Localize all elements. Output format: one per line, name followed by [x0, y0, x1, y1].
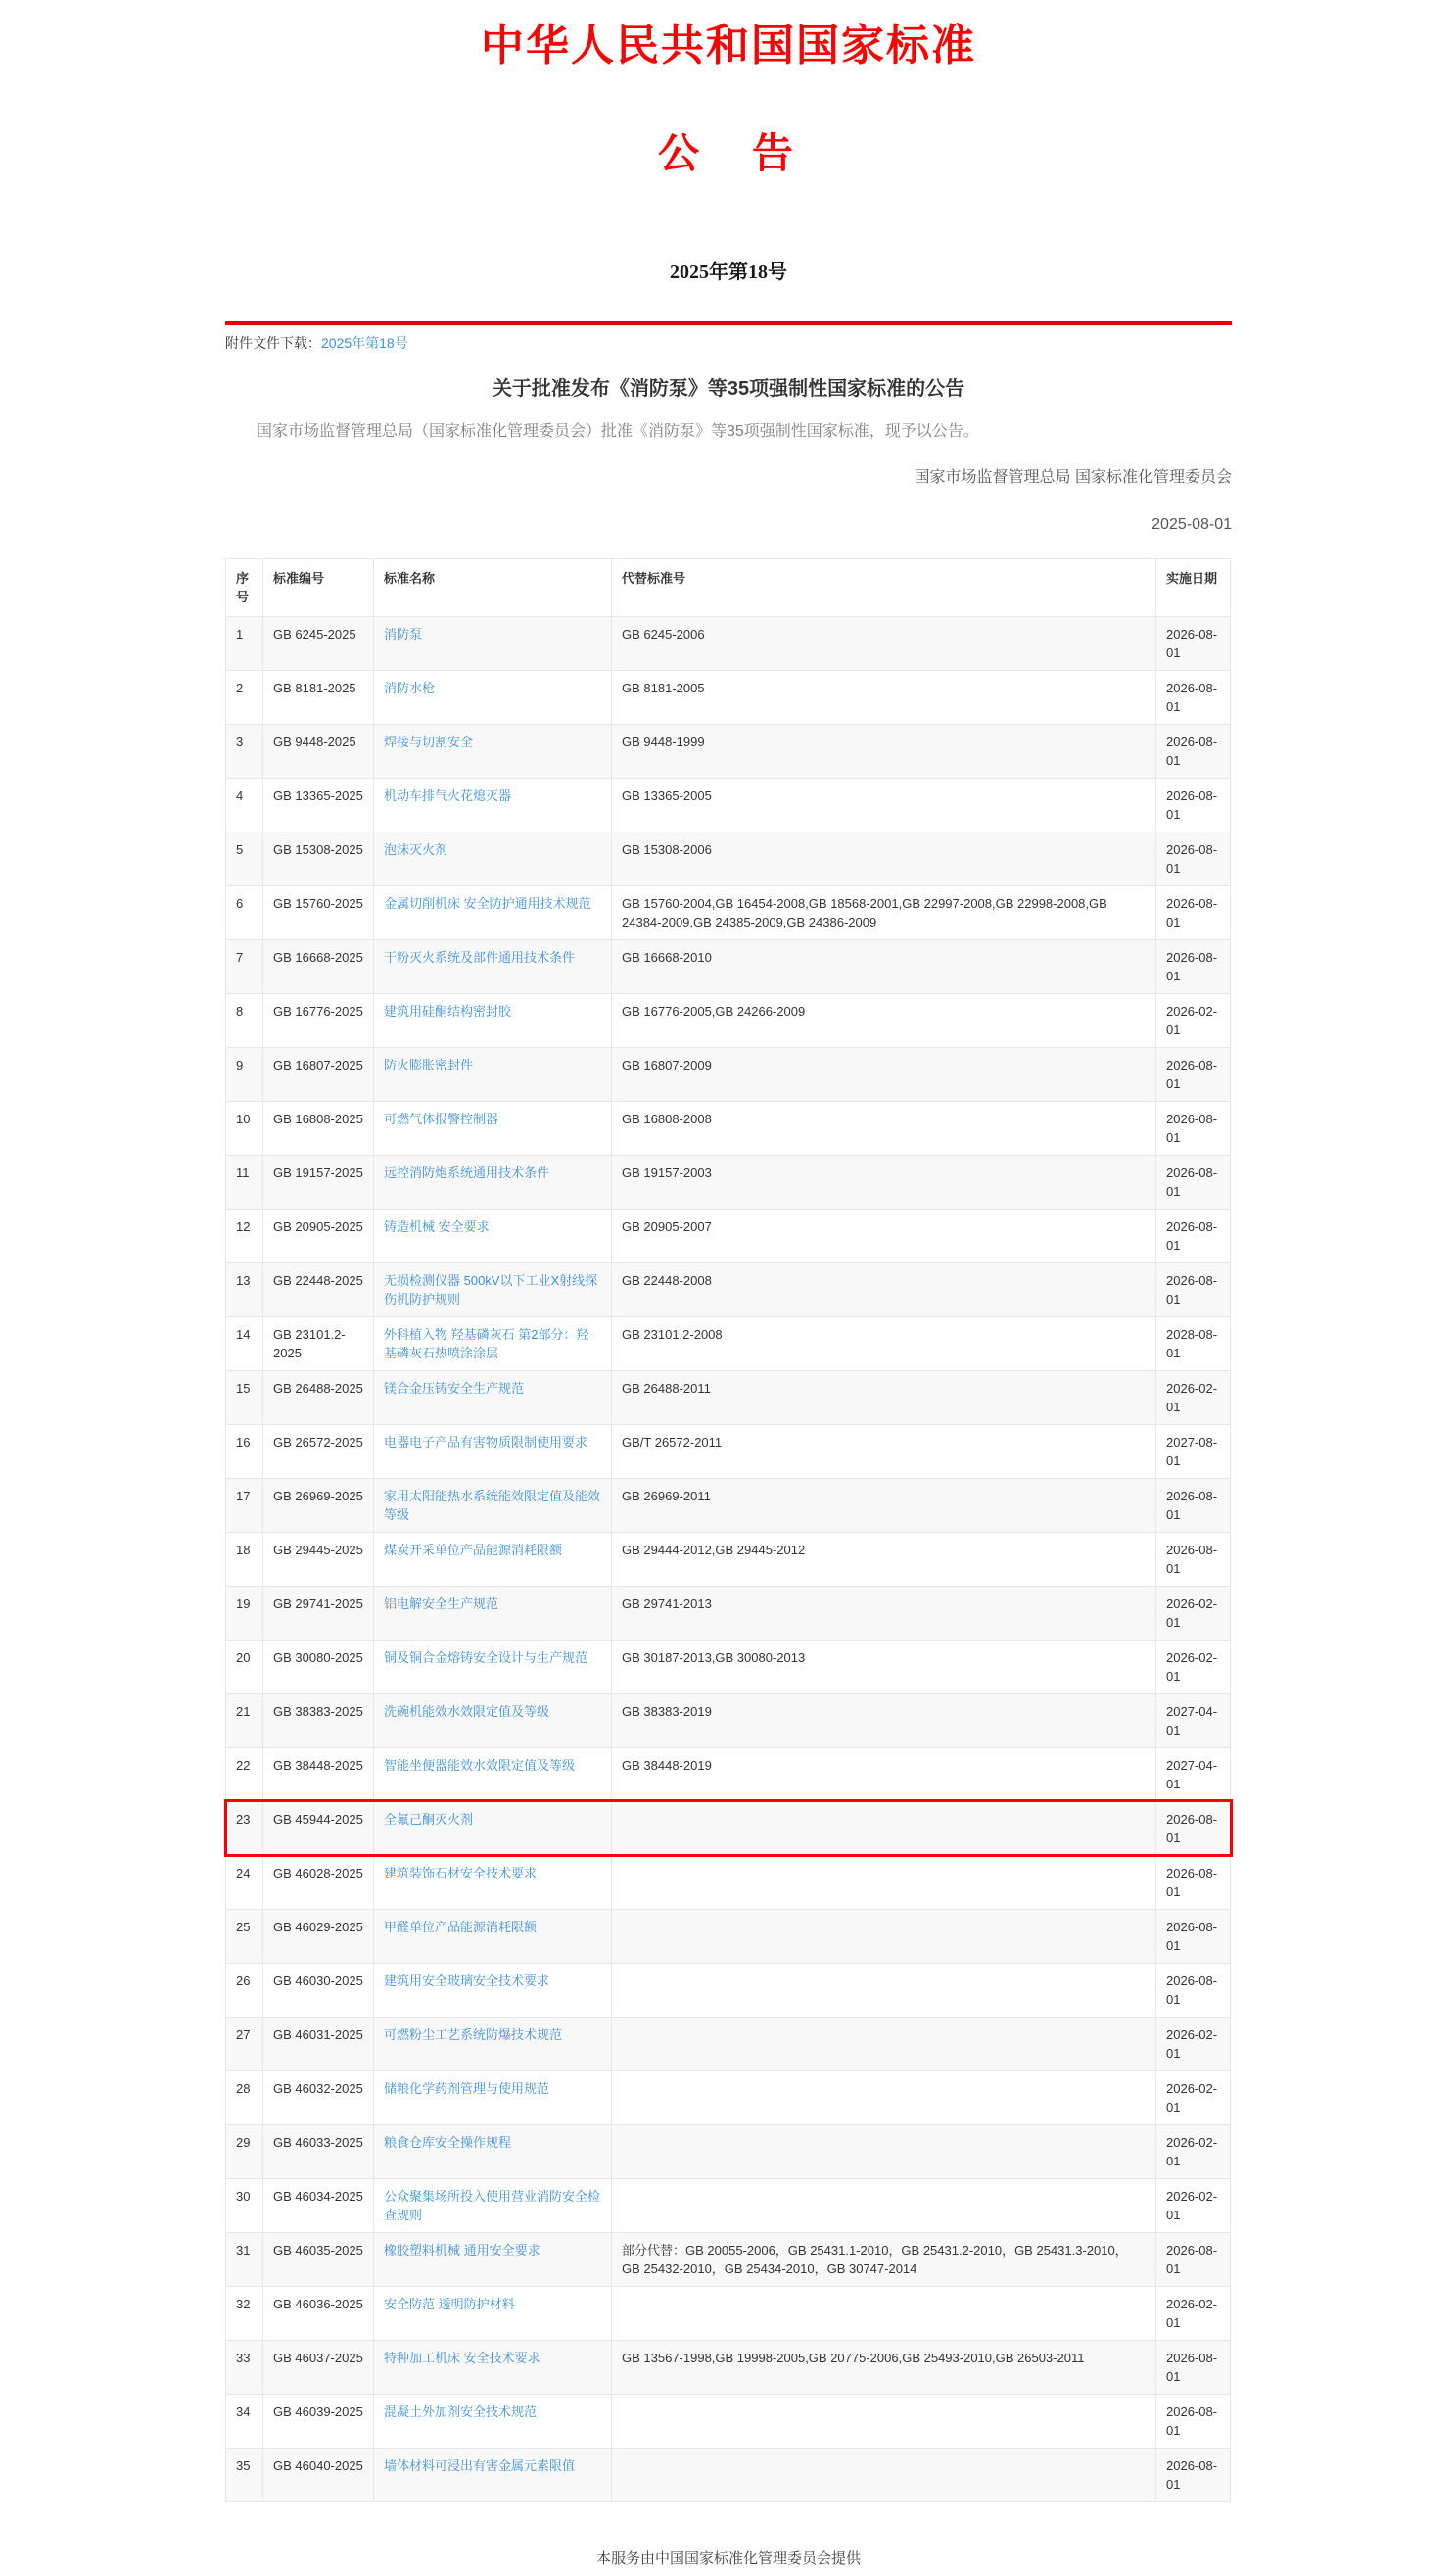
page-content: [225, 22, 1232, 2568]
table-row: [226, 1424, 1231, 1478]
standard-name-link[interactable]: 特种加工机床 安全技术要求: [384, 2350, 540, 2365]
cell-replaces: GB 38383-2019: [612, 1693, 1156, 1747]
cell-effective: 2026-08-01: [1156, 1478, 1231, 1532]
cell-code: GB 26488-2025: [263, 1370, 374, 1424]
cell-no: 17: [226, 1478, 263, 1532]
standard-name-link[interactable]: 铜及铜合金熔铸安全设计与生产规范: [384, 1649, 588, 1665]
standard-name-link[interactable]: 洗碗机能效水效限定值及等级: [384, 1703, 550, 1719]
cell-replaces: GB 22448-2008: [612, 1262, 1156, 1316]
cell-no: 31: [226, 2232, 263, 2286]
cell-replaces: GB 29741-2013: [612, 1586, 1156, 1640]
cell-name: [374, 1316, 612, 1370]
table-row: [226, 2070, 1231, 2124]
cell-effective: 2026-08-01: [1156, 1532, 1231, 1586]
standard-name-link[interactable]: 可燃粉尘工艺系统防爆技术规范: [384, 2026, 563, 2042]
table-row: [226, 2340, 1231, 2394]
cell-no: 18: [226, 1532, 263, 1586]
cell-effective: 2026-08-01: [1156, 1155, 1231, 1209]
cell-replaces: GB 38448-2019: [612, 1747, 1156, 1801]
cell-name: [374, 1262, 612, 1316]
cell-code: GB 15308-2025: [263, 832, 374, 885]
cell-replaces: GB 13567-1998,GB 19998-2005,GB 20775-2006,GB 25493-2010,GB 26503-2011: [612, 2340, 1156, 2394]
cell-code: GB 46035-2025: [263, 2232, 374, 2286]
cell-code: GB 16807-2025: [263, 1047, 374, 1101]
cell-code: GB 29445-2025: [263, 1532, 374, 1586]
header-row: [226, 558, 1231, 616]
cell-replaces: 部分代替：GB 20055-2006，GB 25431.1-2010，GB 25431.2-2010，GB 25431.3-2010，GB 25432-2010，GB 25434-2010，GB 30747-2014: [612, 2232, 1156, 2286]
cell-name: [374, 1909, 612, 1963]
cell-no: 5: [226, 832, 263, 885]
standard-name-link[interactable]: 消防泵: [384, 626, 423, 642]
cell-no: 28: [226, 2070, 263, 2124]
standard-name-link[interactable]: 建筑用安全玻璃安全技术要求: [384, 1973, 550, 1988]
cell-code: GB 23101.2-2025: [263, 1316, 374, 1370]
cell-replaces: [612, 1801, 1156, 1855]
standard-name-link[interactable]: 远控消防炮系统通用技术条件: [384, 1165, 550, 1180]
table-row: [226, 2286, 1231, 2340]
table-row: [226, 616, 1231, 670]
cell-code: GB 46034-2025: [263, 2178, 374, 2232]
cell-code: GB 16776-2025: [263, 993, 374, 1047]
cell-name: [374, 885, 612, 939]
cell-replaces: GB 15760-2004,GB 16454-2008,GB 18568-2001,GB 22997-2008,GB 22998-2008,GB 24384-2009,GB 24385-2009,GB 24386-2009: [612, 885, 1156, 939]
cell-effective: 2026-08-01: [1156, 885, 1231, 939]
standards-table: [225, 558, 1231, 2502]
cell-code: GB 46029-2025: [263, 1909, 374, 1963]
footer-text: 本服务由中国国家标准化管理委员会提供: [595, 2549, 861, 2567]
cell-replaces: GB 19157-2003: [612, 1155, 1156, 1209]
standard-name-link[interactable]: 可燃气体报警控制器: [384, 1111, 499, 1126]
cell-effective: 2026-08-01: [1156, 1101, 1231, 1155]
standard-name-link[interactable]: 煤炭开采单位产品能源消耗限额: [384, 1542, 563, 1557]
cell-no: 6: [226, 885, 263, 939]
table-row: [226, 1047, 1231, 1101]
standard-name-link[interactable]: 家用太阳能热水系统能效限定值及能效等级: [384, 1488, 601, 1522]
cell-replaces: GB 30187-2013,GB 30080-2013: [612, 1640, 1156, 1693]
table-row: [226, 1586, 1231, 1640]
page-title: 中华人民共和国国家标准: [481, 22, 976, 70]
cell-replaces: GB 13365-2005: [612, 778, 1156, 832]
cell-no: 20: [226, 1640, 263, 1693]
cell-code: GB 9448-2025: [263, 724, 374, 778]
cell-replaces: [612, 2017, 1156, 2070]
cell-effective: 2026-02-01: [1156, 1640, 1231, 1693]
standard-name-link[interactable]: 公众聚集场所投入使用营业消防安全检查规则: [384, 2188, 601, 2222]
cell-name: [374, 2124, 612, 2178]
cell-code: GB 26969-2025: [263, 1478, 374, 1532]
column-header-code: 标准编号: [263, 558, 374, 616]
standard-name-link[interactable]: 干粉灭火系统及部件通用技术条件: [384, 949, 576, 965]
cell-code: GB 15760-2025: [263, 885, 374, 939]
table-row: [226, 1209, 1231, 1262]
cell-name: [374, 2017, 612, 2070]
table-row: [226, 1370, 1231, 1424]
standard-name-link[interactable]: 泡沫灭火剂: [384, 841, 448, 857]
notice-body: 国家市场监督管理总局（国家标准化管理委员会）批准《消防泵》等35项强制性国家标准，现予以公告。: [257, 422, 979, 440]
cell-effective: 2026-08-01: [1156, 1801, 1231, 1855]
standard-name-link[interactable]: 镁合金压铸安全生产规范: [384, 1380, 525, 1396]
cell-code: GB 45944-2025: [263, 1801, 374, 1855]
cell-effective: 2027-04-01: [1156, 1747, 1231, 1801]
cell-replaces: GB 16808-2008: [612, 1101, 1156, 1155]
cell-effective: 2026-02-01: [1156, 2286, 1231, 2340]
cell-replaces: [612, 1855, 1156, 1909]
cell-name: [374, 1801, 612, 1855]
table-row: [226, 885, 1231, 939]
standard-name-link[interactable]: 智能坐便器能效水效限定值及等级: [384, 1757, 576, 1773]
cell-code: GB 8181-2025: [263, 670, 374, 724]
standard-name-link[interactable]: 全氟己酮灭火剂: [384, 1811, 474, 1827]
issue-number: 2025年第18号: [670, 261, 787, 283]
cell-name: [374, 2394, 612, 2448]
cell-effective: 2026-08-01: [1156, 1855, 1231, 1909]
cell-code: GB 46037-2025: [263, 2340, 374, 2394]
cell-effective: 2026-08-01: [1156, 832, 1231, 885]
table-row: [226, 1262, 1231, 1316]
standard-name-link[interactable]: 橡胶塑料机械 通用安全要求: [384, 2242, 540, 2258]
table-row: [226, 1316, 1231, 1370]
cell-name: [374, 1586, 612, 1640]
cell-effective: 2026-08-01: [1156, 724, 1231, 778]
cell-code: GB 19157-2025: [263, 1155, 374, 1209]
cell-replaces: [612, 2394, 1156, 2448]
attachment-label: 附件文件下载：: [225, 334, 321, 351]
cell-replaces: GB 9448-1999: [612, 724, 1156, 778]
cell-no: 14: [226, 1316, 263, 1370]
cell-code: GB 16668-2025: [263, 939, 374, 993]
cell-name: [374, 1693, 612, 1747]
cell-code: GB 46036-2025: [263, 2286, 374, 2340]
cell-replaces: GB 29444-2012,GB 29445-2012: [612, 1532, 1156, 1586]
cell-no: 34: [226, 2394, 263, 2448]
table-row: [226, 1909, 1231, 1963]
cell-no: 30: [226, 2178, 263, 2232]
table-row: [226, 1101, 1231, 1155]
standard-name-link[interactable]: 电器电子产品有害物质限制使用要求: [384, 1434, 588, 1450]
cell-effective: 2026-08-01: [1156, 1262, 1231, 1316]
cell-code: GB 13365-2025: [263, 778, 374, 832]
cell-effective: 2026-02-01: [1156, 2017, 1231, 2070]
table-row: [226, 1640, 1231, 1693]
cell-name: [374, 832, 612, 885]
cell-effective: 2026-02-01: [1156, 2124, 1231, 2178]
column-header-replaces: 代替标准号: [612, 558, 1156, 616]
cell-code: GB 46028-2025: [263, 1855, 374, 1909]
cell-effective: 2027-04-01: [1156, 1693, 1231, 1747]
cell-replaces: GB 8181-2005: [612, 670, 1156, 724]
cell-name: [374, 1478, 612, 1532]
cell-no: 26: [226, 1963, 263, 2017]
cell-code: GB 46033-2025: [263, 2124, 374, 2178]
standard-name-link[interactable]: 防火膨胀密封件: [384, 1057, 474, 1072]
standard-name-link[interactable]: 消防水枪: [384, 680, 436, 695]
standard-name-link[interactable]: 焊接与切割安全: [384, 734, 474, 749]
attachment-link[interactable]: 2025年第18号: [321, 334, 408, 351]
cell-effective: 2027-08-01: [1156, 1424, 1231, 1478]
cell-replaces: GB 23101.2-2008: [612, 1316, 1156, 1370]
cell-no: 4: [226, 778, 263, 832]
cell-effective: 2026-08-01: [1156, 1047, 1231, 1101]
cell-replaces: [612, 2124, 1156, 2178]
cell-no: 22: [226, 1747, 263, 1801]
cell-effective: 2026-02-01: [1156, 1586, 1231, 1640]
cell-name: [374, 1855, 612, 1909]
cell-no: 13: [226, 1262, 263, 1316]
cell-effective: 2026-08-01: [1156, 1909, 1231, 1963]
cell-effective: 2028-08-01: [1156, 1316, 1231, 1370]
standard-name-link[interactable]: 粮食仓库安全操作规程: [384, 2134, 512, 2150]
standard-name-link[interactable]: 混凝土外加剂安全技术规范: [384, 2403, 538, 2419]
cell-replaces: GB/T 26572-2011: [612, 1424, 1156, 1478]
cell-no: 12: [226, 1209, 263, 1262]
cell-no: 7: [226, 939, 263, 993]
cell-name: [374, 724, 612, 778]
cell-no: 25: [226, 1909, 263, 1963]
cell-effective: 2026-08-01: [1156, 939, 1231, 993]
cell-no: 32: [226, 2286, 263, 2340]
cell-name: [374, 939, 612, 993]
issuing-authorities: 国家市场监督管理总局 国家标准化管理委员会: [914, 468, 1232, 486]
cell-name: [374, 2178, 612, 2232]
cell-effective: 2026-08-01: [1156, 778, 1231, 832]
cell-code: GB 46040-2025: [263, 2448, 374, 2501]
cell-code: GB 16808-2025: [263, 1101, 374, 1155]
cell-no: 35: [226, 2448, 263, 2501]
cell-name: [374, 2070, 612, 2124]
cell-replaces: GB 6245-2006: [612, 616, 1156, 670]
cell-name: [374, 2448, 612, 2501]
cell-code: GB 20905-2025: [263, 1209, 374, 1262]
cell-replaces: GB 26969-2011: [612, 1478, 1156, 1532]
cell-no: 10: [226, 1101, 263, 1155]
table-row: [226, 832, 1231, 885]
cell-replaces: [612, 1909, 1156, 1963]
cell-replaces: GB 26488-2011: [612, 1370, 1156, 1424]
cell-name: [374, 616, 612, 670]
table-row: [226, 1155, 1231, 1209]
cell-effective: 2026-02-01: [1156, 993, 1231, 1047]
cell-effective: 2026-02-01: [1156, 1370, 1231, 1424]
cell-effective: 2026-08-01: [1156, 670, 1231, 724]
table-row: [226, 1747, 1231, 1801]
table-row: [226, 724, 1231, 778]
cell-code: GB 46032-2025: [263, 2070, 374, 2124]
table-row: [226, 939, 1231, 993]
column-header-effective: 实施日期: [1156, 558, 1231, 616]
cell-name: [374, 2232, 612, 2286]
cell-name: [374, 1155, 612, 1209]
table-row: [226, 2232, 1231, 2286]
standard-name-link[interactable]: 金属切削机床 安全防护通用技术规范: [384, 895, 591, 911]
cell-replaces: [612, 2286, 1156, 2340]
cell-name: [374, 1963, 612, 2017]
table-row: [226, 2448, 1231, 2501]
cell-name: [374, 778, 612, 832]
standards-table-header: [226, 558, 1231, 616]
cell-name: [374, 993, 612, 1047]
standard-name-link[interactable]: 机动车排气火花熄灭器: [384, 787, 512, 803]
cell-code: GB 46039-2025: [263, 2394, 374, 2448]
cell-name: [374, 2340, 612, 2394]
cell-no: 24: [226, 1855, 263, 1909]
cell-name: [374, 1424, 612, 1478]
table-row: [226, 1801, 1231, 1855]
cell-replaces: [612, 2070, 1156, 2124]
cell-no: 2: [226, 670, 263, 724]
cell-name: [374, 1640, 612, 1693]
cell-effective: 2026-08-01: [1156, 2232, 1231, 2286]
cell-effective: 2026-08-01: [1156, 2448, 1231, 2501]
cell-effective: 2026-08-01: [1156, 1963, 1231, 2017]
standard-name-link[interactable]: 储粮化学药剂管理与使用规范: [384, 2080, 550, 2096]
table-row: [226, 1693, 1231, 1747]
cell-replaces: [612, 1963, 1156, 2017]
standard-name-link[interactable]: 建筑用硅酮结构密封胶: [384, 1003, 512, 1019]
table-row: [226, 1963, 1231, 2017]
cell-replaces: GB 16668-2010: [612, 939, 1156, 993]
table-row: [226, 2394, 1231, 2448]
cell-no: 33: [226, 2340, 263, 2394]
standard-name-link[interactable]: 安全防范 透明防护材料: [384, 2296, 515, 2311]
cell-name: [374, 1532, 612, 1586]
cell-code: GB 30080-2025: [263, 1640, 374, 1693]
cell-replaces: GB 15308-2006: [612, 832, 1156, 885]
standard-name-link[interactable]: 铝电解安全生产规范: [384, 1595, 499, 1611]
cell-replaces: GB 16807-2009: [612, 1047, 1156, 1101]
standard-name-link[interactable]: 无损检测仪器 500kV以下工业X射线探伤机防护规则: [384, 1272, 598, 1307]
cell-no: 8: [226, 993, 263, 1047]
table-row: [226, 2178, 1231, 2232]
standard-name-link[interactable]: 铸造机械 安全要求: [384, 1218, 490, 1234]
cell-code: GB 38448-2025: [263, 1747, 374, 1801]
standards-table-body: [226, 616, 1231, 2501]
cell-code: GB 22448-2025: [263, 1262, 374, 1316]
cell-code: GB 26572-2025: [263, 1424, 374, 1478]
cell-replaces: [612, 2178, 1156, 2232]
cell-replaces: [612, 2448, 1156, 2501]
table-row: [226, 1478, 1231, 1532]
table-row: [226, 778, 1231, 832]
cell-code: GB 6245-2025: [263, 616, 374, 670]
column-header-no: 序号: [226, 558, 263, 616]
cell-no: 23: [226, 1801, 263, 1855]
cell-no: 29: [226, 2124, 263, 2178]
cell-replaces: GB 16776-2005,GB 24266-2009: [612, 993, 1156, 1047]
standard-name-link[interactable]: 墙体材料可浸出有害金属元素限值: [384, 2457, 576, 2473]
cell-no: 21: [226, 1693, 263, 1747]
cell-code: GB 38383-2025: [263, 1693, 374, 1747]
standard-name-link[interactable]: 甲醛单位产品能源消耗限额: [384, 1919, 538, 1934]
attachment-row: [225, 333, 1232, 353]
standard-name-link[interactable]: 外科植入物 羟基磷灰石 第2部分：羟基磷灰石热喷涂涂层: [384, 1326, 589, 1360]
cell-code: GB 29741-2025: [263, 1586, 374, 1640]
issue-date: 2025-08-01: [1151, 515, 1232, 533]
cell-no: 3: [226, 724, 263, 778]
cell-no: 9: [226, 1047, 263, 1101]
cell-effective: 2026-02-01: [1156, 2070, 1231, 2124]
table-row: [226, 1855, 1231, 1909]
cell-effective: 2026-08-01: [1156, 616, 1231, 670]
table-row: [226, 1532, 1231, 1586]
cell-name: [374, 670, 612, 724]
cell-no: 19: [226, 1586, 263, 1640]
cell-no: 11: [226, 1155, 263, 1209]
table-row: [226, 2124, 1231, 2178]
notice-title: 关于批准发布《消防泵》等35项强制性国家标准的公告: [492, 377, 965, 400]
cell-name: [374, 1370, 612, 1424]
table-row: [226, 670, 1231, 724]
cell-name: [374, 1101, 612, 1155]
cell-effective: 2026-08-01: [1156, 2340, 1231, 2394]
cell-code: GB 46031-2025: [263, 2017, 374, 2070]
cell-name: [374, 1047, 612, 1101]
cell-no: 16: [226, 1424, 263, 1478]
cell-no: 27: [226, 2017, 263, 2070]
cell-name: [374, 1747, 612, 1801]
cell-name: [374, 1209, 612, 1262]
cell-no: 1: [226, 616, 263, 670]
table-row: [226, 993, 1231, 1047]
table-row: [226, 2017, 1231, 2070]
red-divider: [225, 321, 1232, 325]
cell-code: GB 46030-2025: [263, 1963, 374, 2017]
gazette-title: 公 告: [657, 131, 799, 177]
cell-effective: 2026-02-01: [1156, 2178, 1231, 2232]
cell-replaces: GB 20905-2007: [612, 1209, 1156, 1262]
cell-effective: 2026-08-01: [1156, 2394, 1231, 2448]
standard-name-link[interactable]: 建筑装饰石材安全技术要求: [384, 1865, 538, 1880]
column-header-name: 标准名称: [374, 558, 612, 616]
cell-no: 15: [226, 1370, 263, 1424]
cell-effective: 2026-08-01: [1156, 1209, 1231, 1262]
cell-name: [374, 2286, 612, 2340]
